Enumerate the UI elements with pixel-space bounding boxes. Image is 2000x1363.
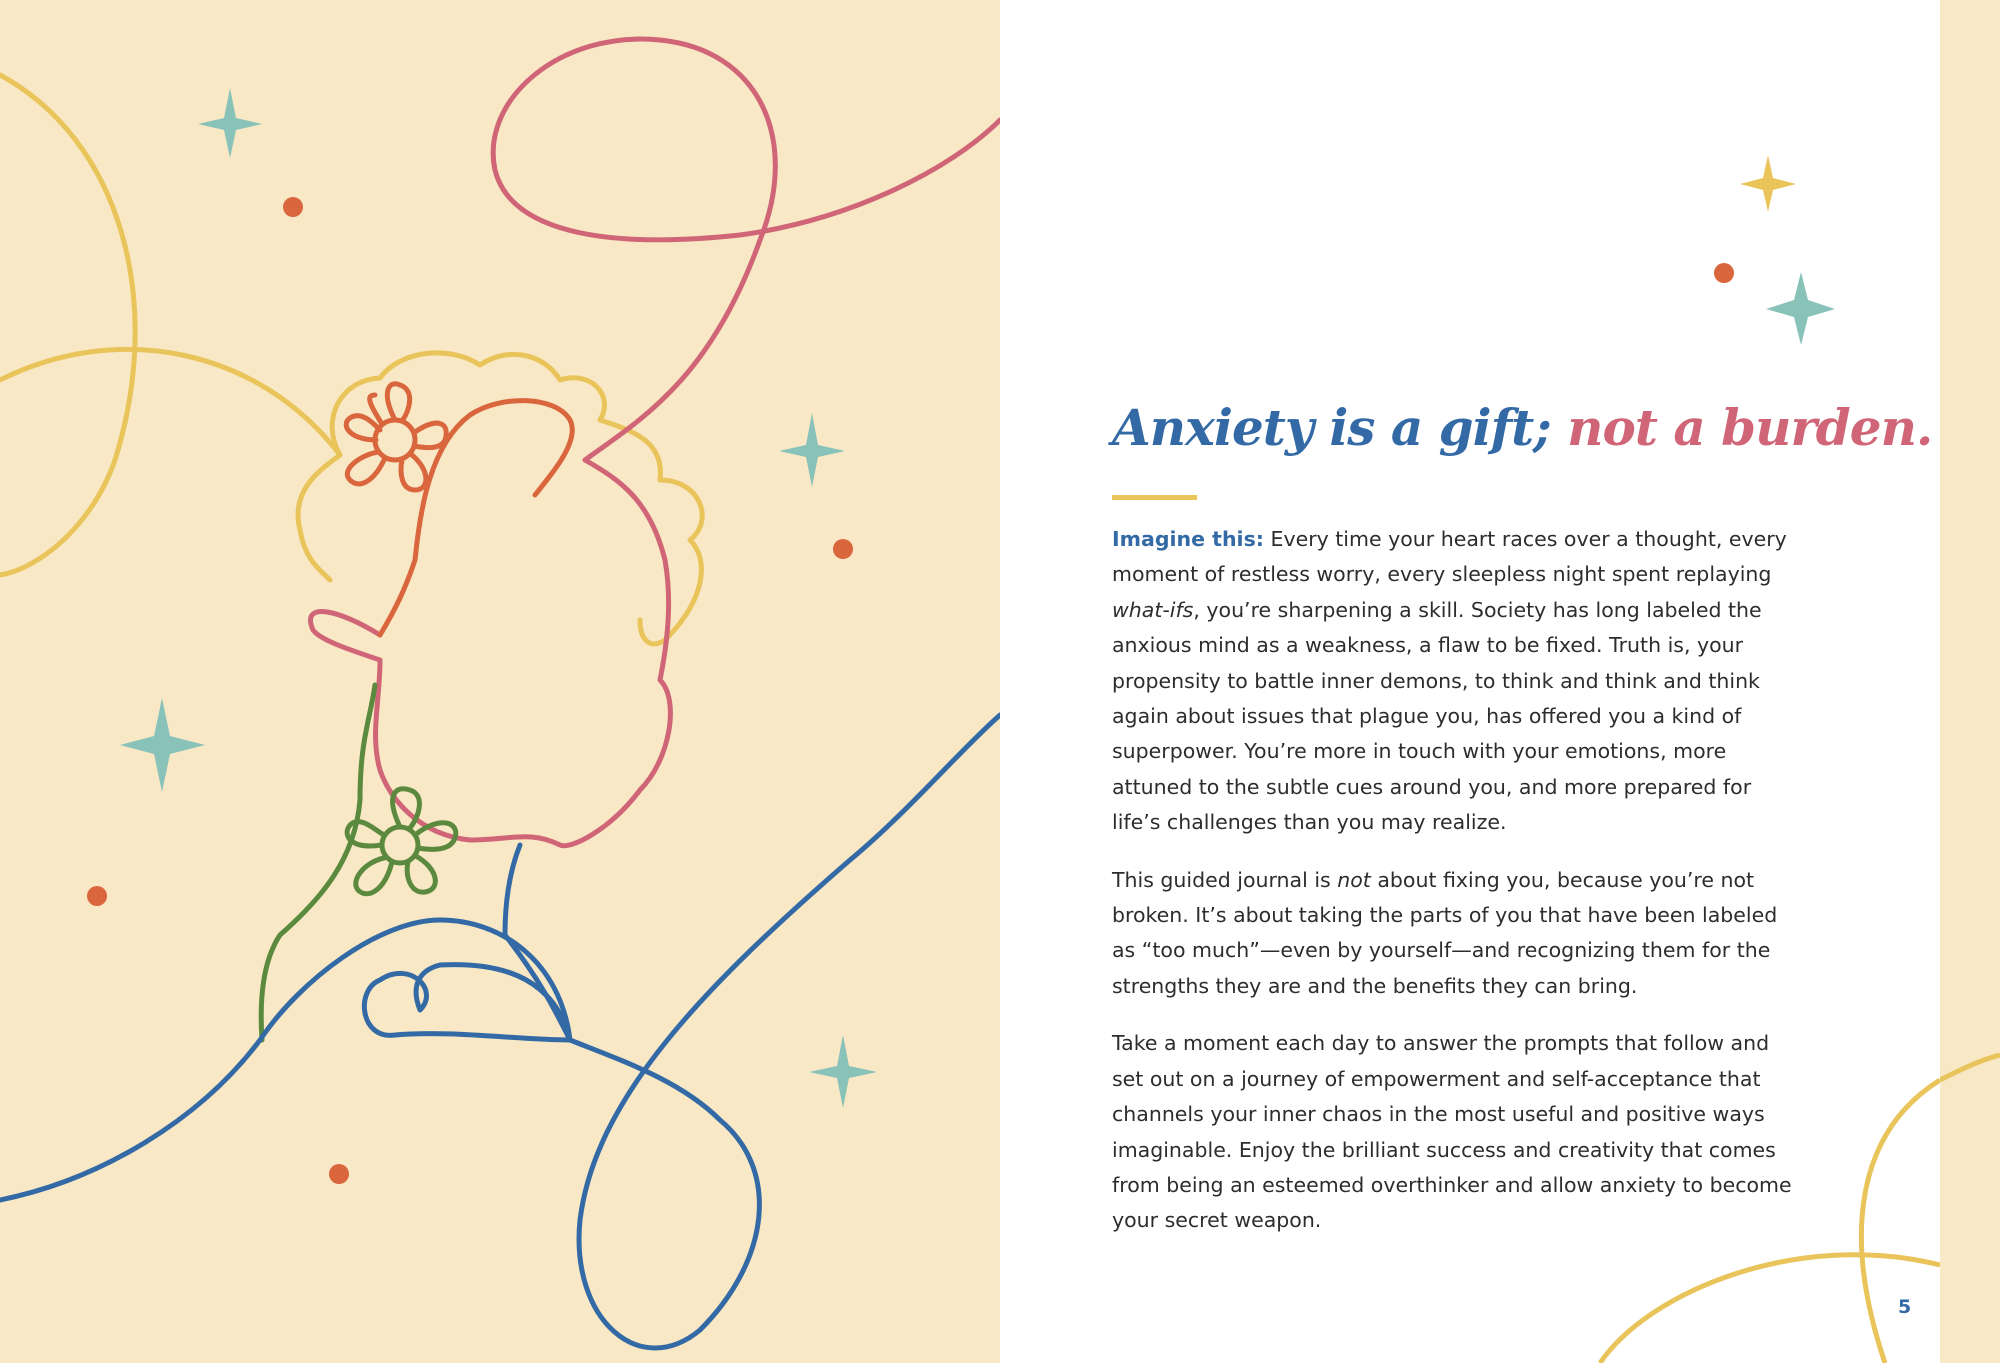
- pink-loop-line: [493, 39, 1000, 460]
- title-underline: [1112, 495, 1197, 500]
- text-page: [1000, 0, 1940, 1363]
- page-number: 5: [1898, 1296, 1912, 1318]
- page-title: [1112, 398, 1932, 458]
- sparkle-icon: [1740, 155, 1796, 212]
- cloud-shape: [364, 965, 570, 1040]
- page-edge: [1940, 0, 2000, 1363]
- sparkle-icon: [120, 88, 877, 1108]
- yellow-sweep-line: [0, 349, 340, 455]
- italic-emphasis: what-ifs: [1112, 597, 1194, 622]
- yellow-swirl-line: [0, 75, 135, 575]
- title-part-blue: Anxiety is a gift;: [1112, 398, 1551, 457]
- yellow-arc-line: [1861, 1080, 1940, 1363]
- shoulder-line: [0, 920, 570, 1200]
- yellow-arc-line: [1600, 1255, 1940, 1363]
- lead-in: Imagine this:: [1112, 527, 1264, 551]
- body-text: [1112, 522, 1792, 1261]
- collar-line: [505, 715, 1000, 1348]
- italic-emphasis: not: [1337, 867, 1371, 892]
- green-stem: [261, 685, 375, 1040]
- title-part-pink: not a burden.: [1567, 398, 1933, 457]
- paragraph-2: This guided journal is not about fixing you, because you’re not broken. It’s about taking the parts of you that have been labeled as “too much”—even by yourself—and recognizing them for the strengths they are and the benefits they can bring.: [1112, 867, 1778, 998]
- sparkle-icon: [1766, 272, 1835, 345]
- dot-icon: [1714, 263, 1734, 283]
- paragraph-3: Take a moment each day to answer the prompts that follow and set out on a journey of empowerment and self-acceptance that channels your inner chaos in the most useful and positive ways imaginable. Enjoy the brilliant success and creativity that comes from being an esteemed overthinker and allow anxiety to become your secret weapon.: [1112, 1031, 1792, 1233]
- hair-curl: [380, 401, 572, 635]
- face-profile: [311, 460, 671, 846]
- hair-outline: [298, 353, 702, 644]
- paragraph-1: Imagine this: Every time your heart races over a thought, every moment of restless worry, every sleepless night spent replaying what-ifs, you’re sharpening a skill. Society has long labeled the anxious mind as a weakness, a flaw to be fixed. Truth is, your propensity to battle inner demons, to think and think and think again about issues that plague you, has offered you a kind of superpower. You’re more in touch with your emotions, more attuned to the subtle cues around you, and more prepared for life’s challenges than you may realize.: [1112, 527, 1787, 835]
- page-edge-decoration: [1940, 0, 2000, 1363]
- neck-line: [505, 845, 520, 935]
- yellow-arc-line: [1940, 1055, 2000, 1080]
